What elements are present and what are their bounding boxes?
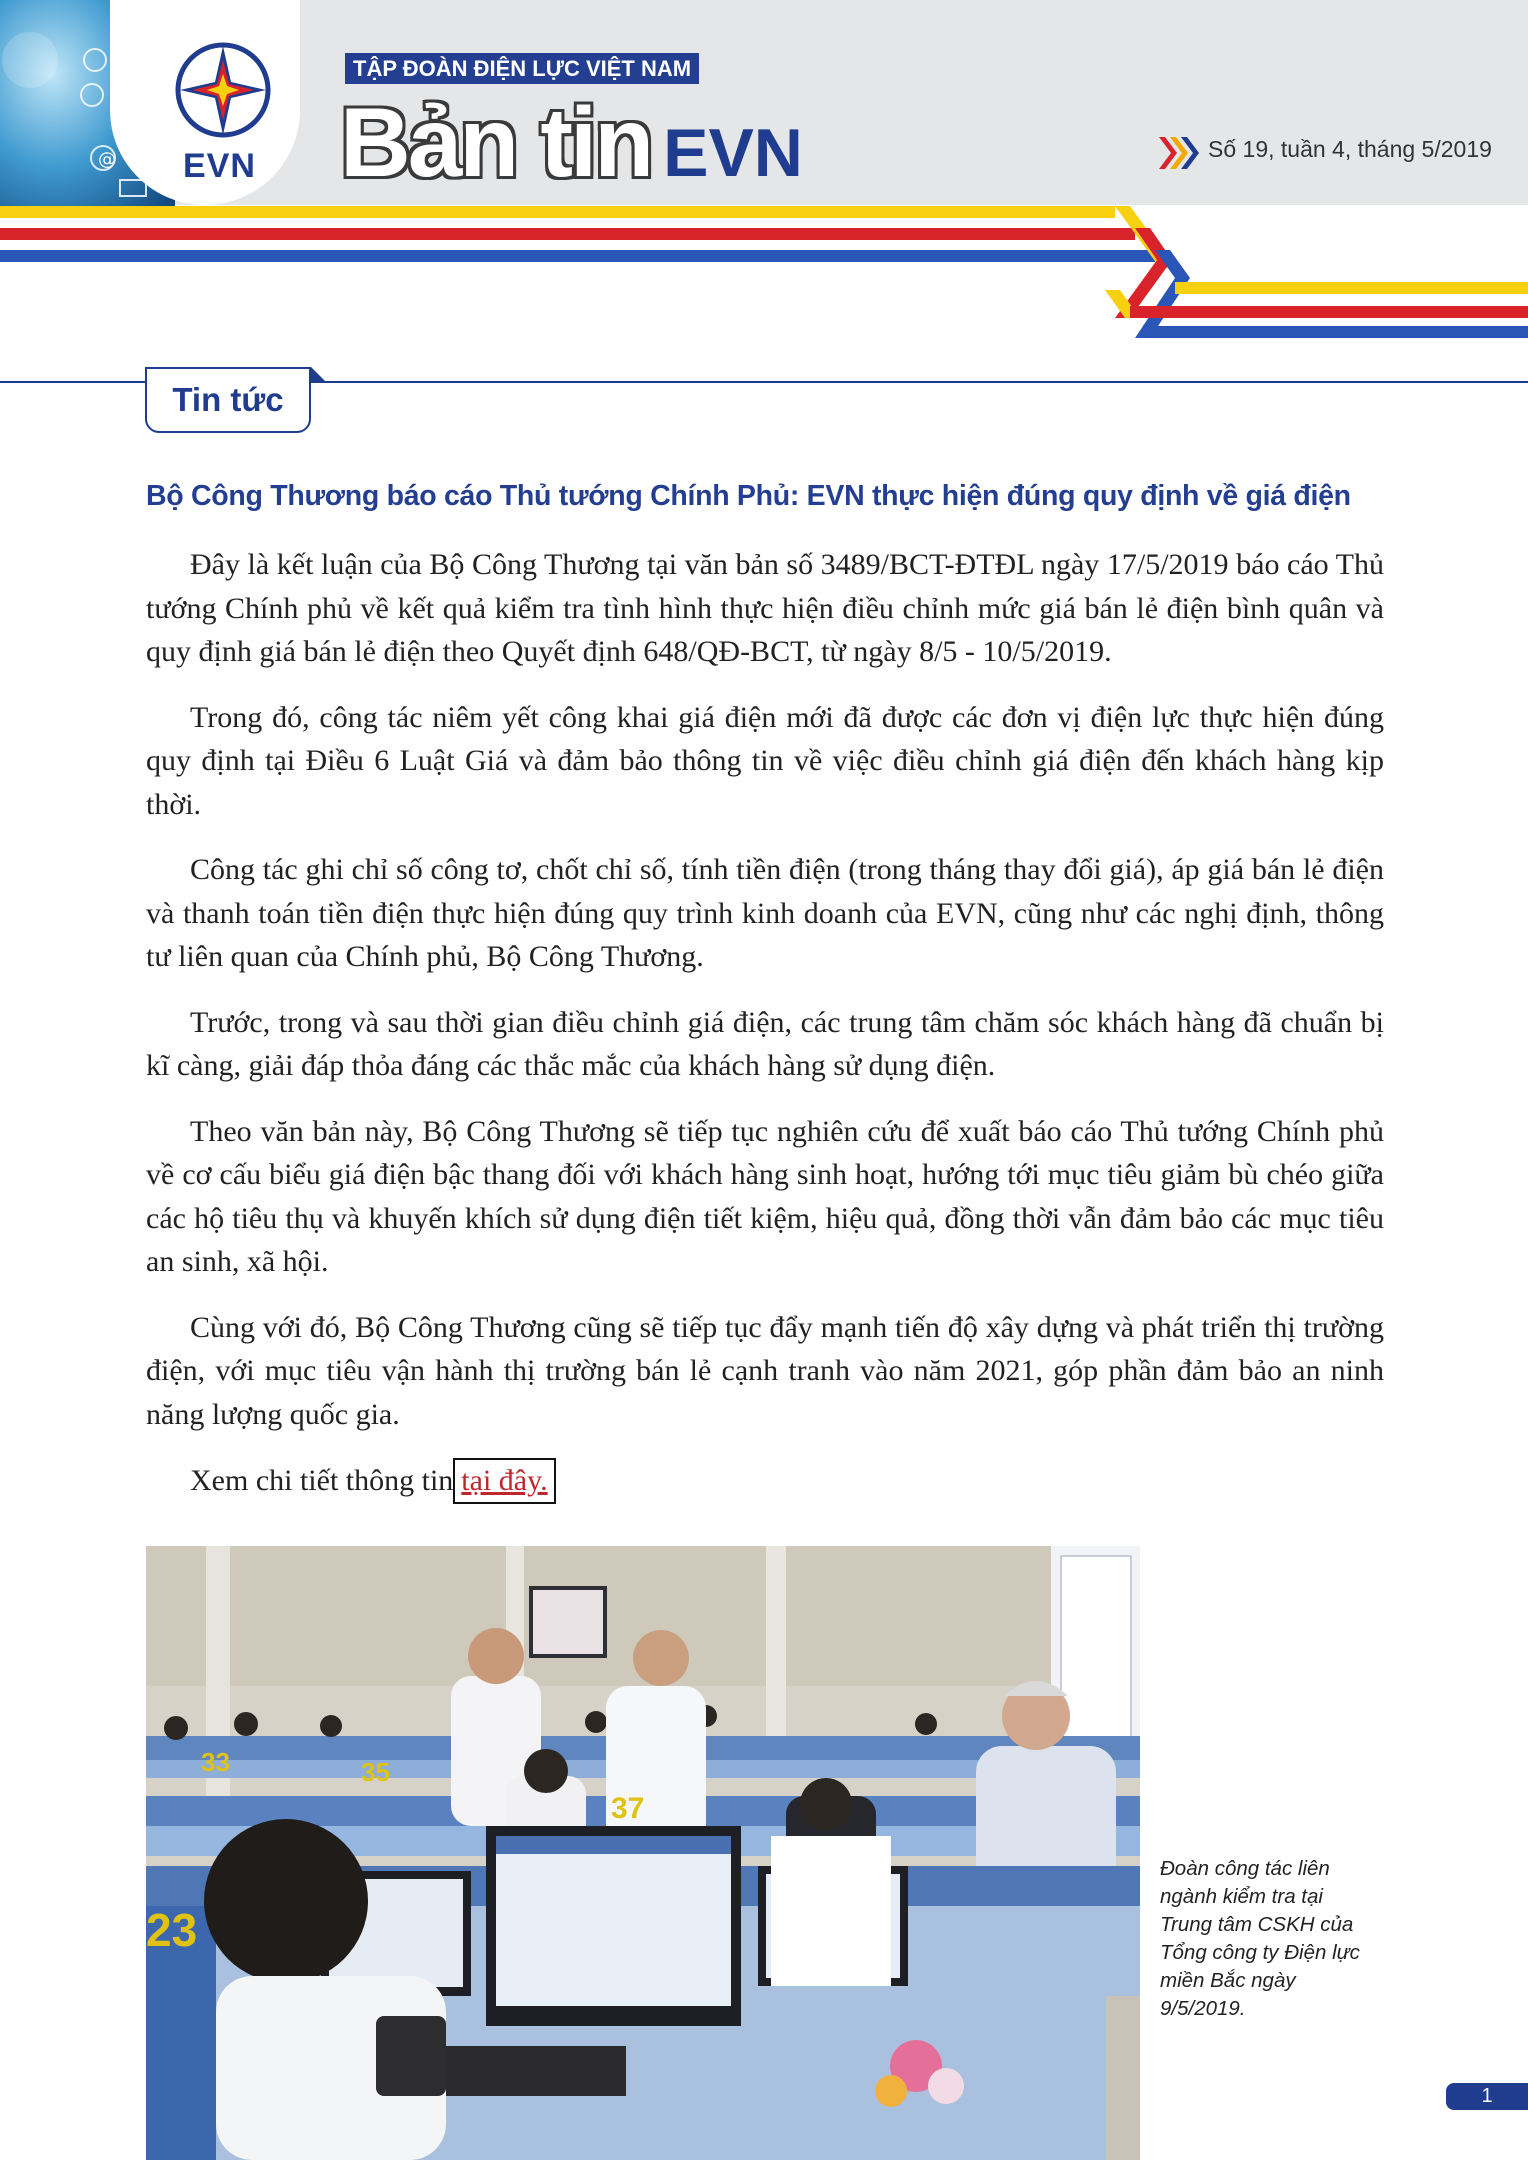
article-paragraph: Trong đó, công tác niêm yết công khai giá điện mới đã được các đơn vị điện lực thực hiện đúng quy định tại Điều 6 Luật Giá và đảm bảo thông tin về việc điều chỉnh giá điện đến khách hàng kịp thời. (146, 700, 1384, 821)
issue-number: Số 19, tuần 4, tháng 5/2019 (1208, 136, 1492, 162)
group-name-label: TẬP ĐOÀN ĐIỆN LỰC VIỆT NAM (345, 53, 699, 84)
photo-caption: Đoàn công tác liên ngành kiểm tra tại Trung tâm CSKH của Tổng công ty Điện lực miền Bắc ngày 9/5/2019. (1160, 1857, 1360, 2020)
article-paragraph: Cùng với đó, Bộ Công Thương cũng sẽ tiếp tục đẩy mạnh tiến độ xây dựng và phát triển thị trường điện, với mục tiêu vận hành thị trường bán lẻ cạnh tranh vào năm 2021, góp phần đảm bảo an ninh năng lượng quốc gia. (146, 1310, 1384, 1431)
triple-arrow-icon (1159, 135, 1199, 171)
section-tab-notch (311, 367, 325, 381)
section-label: Tin tức (172, 381, 284, 418)
article-paragraph: Công tác ghi chỉ số công tơ, chốt chỉ số, tính tiền điện (trong tháng thay đổi giá), áp giá bán lẻ điện và thanh toán tiền điện thực hiện đúng quy trình kinh doanh của EVN, cũng như các nghị định, thông tư liên quan của Chính phủ, Bộ Công Thương. (146, 853, 1384, 973)
call-center-photo (146, 1546, 1140, 2160)
article-body (146, 543, 1384, 1504)
desk-number: 37 (611, 1792, 645, 1825)
desk-number: 35 (361, 1757, 390, 1787)
title-main-text: Bản tin (340, 87, 652, 197)
read-more-line (146, 1458, 1384, 1504)
read-more-prefix: Xem chi tiết thông tin (190, 1464, 454, 1497)
title-evn-text: EVN (663, 115, 803, 191)
desk-number: 23 (146, 1904, 198, 1956)
newsletter-title (340, 87, 803, 197)
page-number-badge (1446, 2083, 1528, 2110)
read-more-link-text[interactable]: tại đây. (461, 1464, 548, 1497)
article-paragraph: Đây là kết luận của Bộ Công Thương tại văn bản số 3489/BCT-ĐTĐL ngày 17/5/2019 báo cáo Thủ tướng Chính phủ về kết quả kiểm tra tình hình thực hiện điều chỉnh mức giá bán lẻ điện bình quân và quy định giá bán lẻ điện theo Quyết định 648/QĐ-BCT, từ ngày 8/5 - 10/5/2019. (146, 548, 1384, 668)
logo-wordmark: EVN (183, 147, 256, 185)
section-tab (145, 367, 311, 433)
article-paragraph: Theo văn bản này, Bộ Công Thương sẽ tiếp tục nghiên cứu để xuất báo cáo Thủ tướng Chính phủ về cơ cấu biểu giá điện bậc thang đối với khách hàng sinh hoạt, hướng tới mục tiêu giảm bù chéo giữa các hộ tiêu thụ và khuyến khích sử dụng điện tiết kiệm, hiệu quả, đồng thời vẫn đảm bảo các mục tiêu an sinh, xã hội. (146, 1114, 1384, 1278)
evn-star-icon (168, 38, 278, 148)
article-paragraph: Trước, trong và sau thời gian điều chỉnh giá điện, các trung tâm chăm sóc khách hàng đã chuẩn bị kĩ càng, giải đáp thỏa đáng các thắc mắc của khách hàng sử dụng điện. (146, 1005, 1384, 1082)
desk-number: 33 (201, 1747, 230, 1777)
header-stripes (0, 200, 1528, 360)
read-more-link[interactable] (453, 1458, 555, 1504)
article-headline: Bộ Công Thương báo cáo Thủ tướng Chính Phủ: EVN thực hiện đúng quy định về giá điện (146, 480, 1351, 512)
svg-text:@: @ (98, 149, 116, 170)
page-number: 1 (1481, 2085, 1493, 2107)
